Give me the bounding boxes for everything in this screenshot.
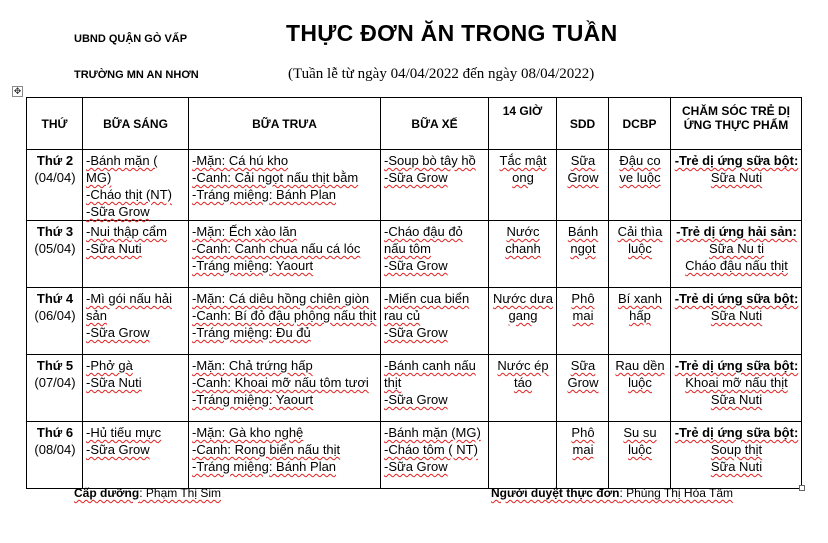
snack-cell xyxy=(381,221,489,288)
table-move-handle-icon[interactable]: ✥ xyxy=(13,86,22,96)
allergy-item: Khoai mỡ nấu thịt xyxy=(685,375,788,390)
menu-item: -Bánh mặn (MG) xyxy=(384,425,481,440)
table-header-row xyxy=(27,98,802,150)
day-cell xyxy=(27,221,83,288)
breakfast-cell xyxy=(83,288,189,355)
allergy-title: -Trẻ dị ứng sữa bột: xyxy=(674,358,799,373)
allergy-title: -Trẻ dị ứng sữa bột: xyxy=(674,153,799,168)
menu-item: -Canh: Khoai mỡ nấu tôm tươi xyxy=(192,375,369,390)
breakfast-cell xyxy=(83,150,189,221)
menu-item: -Mặn: Gà kho nghệ xyxy=(192,425,304,440)
menu-item: -Soup bò tây hồ xyxy=(384,153,476,168)
allergy-cell xyxy=(671,150,802,221)
snack-14h-cell-text: Nước dưa gang xyxy=(493,291,553,323)
sdd-cell xyxy=(557,288,609,355)
day-cell xyxy=(27,355,83,422)
menu-item: -Tráng miệng: Bánh Plan xyxy=(192,459,337,474)
snack-cell xyxy=(381,422,489,489)
cook-name: : Phạm Thị Sim xyxy=(139,486,222,500)
allergy-cell xyxy=(671,221,802,288)
menu-item: -Mặn: Chả trứng hấp xyxy=(192,358,313,373)
day-name: Thứ 4 xyxy=(36,291,74,306)
day-name: Thứ 5 xyxy=(36,358,74,373)
col-header-14h: 14 GIỜ xyxy=(489,98,557,150)
menu-item: -Tráng miệng: Bánh Plan xyxy=(192,187,337,202)
menu-item: -Cháo thịt (NT) xyxy=(86,187,172,202)
school-name: TRƯỜNG MN AN NHƠN xyxy=(74,69,199,81)
menu-item: -Sữa Grow xyxy=(86,325,150,340)
day-name: Thứ 2 xyxy=(36,153,74,168)
col-header-day: THỨ xyxy=(27,98,83,150)
menu-item: -Phở gà xyxy=(86,358,133,373)
dcbp-cell-text: Bí xanh hấp xyxy=(617,291,663,323)
sdd-cell xyxy=(557,221,609,288)
breakfast-cell xyxy=(83,422,189,489)
org-name: UBND QUẬN GÒ VẤP xyxy=(74,33,188,45)
dcbp-cell xyxy=(609,355,671,422)
menu-item: -Sữa Nuti xyxy=(86,375,142,390)
allergy-cell xyxy=(671,422,802,489)
menu-item: -Bánh mặn ( MG) xyxy=(86,153,158,185)
allergy-title: -Trẻ dị ứng hải sản: xyxy=(676,224,797,239)
menu-item: -Cháo đậu đỏ nấu tôm xyxy=(384,224,463,256)
day-date: (06/04) xyxy=(34,308,76,323)
dcbp-cell xyxy=(609,221,671,288)
snack-14h-cell-text: Nước ép táo xyxy=(497,358,549,390)
col-header-snack: BỮA XẾ xyxy=(381,98,489,150)
menu-item: -Hủ tiếu mực xyxy=(86,425,162,440)
sdd-cell xyxy=(557,150,609,221)
menu-item: -Sữa Grow xyxy=(86,204,150,219)
day-date: (08/04) xyxy=(34,442,76,457)
menu-item: -Nui thập cẩm xyxy=(86,224,167,239)
menu-item: -Mì gói nấu hải sản xyxy=(86,291,172,323)
table-resize-handle-icon[interactable] xyxy=(799,485,805,491)
sdd-cell-text: Phô mai xyxy=(571,291,595,323)
dcbp-cell-text: Rau dền luộc xyxy=(615,358,665,390)
day-date: (04/04) xyxy=(34,170,76,185)
menu-item: -Sữa Grow xyxy=(384,325,448,340)
menu-item: -Tráng miệng: Yaourt xyxy=(192,258,314,273)
col-header-dcbp: DCBP xyxy=(609,98,671,150)
menu-item: -Sữa Grow xyxy=(384,459,448,474)
breakfast-cell xyxy=(83,221,189,288)
snack-cell xyxy=(381,150,489,221)
snack-14h-cell xyxy=(489,355,557,422)
cook-label: Cấp dưỡng xyxy=(74,486,140,500)
menu-item: -Sữa Grow xyxy=(384,170,448,185)
sdd-cell xyxy=(557,422,609,489)
allergy-cell xyxy=(671,288,802,355)
day-cell xyxy=(27,422,83,489)
allergy-item: Soup thịt xyxy=(710,442,763,457)
menu-item: -Canh: Rong biển nấu thịt xyxy=(192,442,341,457)
snack-cell xyxy=(381,288,489,355)
lunch-cell xyxy=(189,355,381,422)
menu-item: -Sữa Grow xyxy=(86,442,150,457)
menu-item: -Canh: Bí đỏ đậu phộng nấu thịt xyxy=(192,308,377,323)
approver-label: Người duyệt thực đơn xyxy=(491,486,620,500)
sdd-cell xyxy=(557,355,609,422)
table-row xyxy=(27,150,802,221)
menu-item: -Miến cua biển rau củ xyxy=(384,291,470,323)
snack-14h-cell xyxy=(489,221,557,288)
sdd-cell-text: Sữa Grow xyxy=(567,153,599,185)
day-name: Thứ 3 xyxy=(36,224,74,239)
menu-item: -Mặn: Cá diêu hồng chiên giòn xyxy=(192,291,370,306)
lunch-cell xyxy=(189,422,381,489)
sdd-cell-text: Bánh ngọt xyxy=(567,224,599,256)
col-header-breakfast: BỮA SÁNG xyxy=(83,98,189,150)
allergy-item: Sữa Nuti xyxy=(710,459,763,474)
approver-signature xyxy=(491,486,733,500)
dcbp-cell-text: Đậu co ve luộc xyxy=(619,153,661,185)
sdd-cell-text: Sữa Grow xyxy=(567,358,599,390)
snack-14h-cell-text: Nước chanh xyxy=(505,224,541,256)
lunch-cell xyxy=(189,288,381,355)
day-date: (07/04) xyxy=(34,375,76,390)
page-title: THỰC ĐƠN ĂN TRONG TUẦN xyxy=(286,20,618,46)
sdd-cell-text: Phô mai xyxy=(571,425,595,457)
day-name: Thứ 6 xyxy=(36,425,74,440)
col-header-allergy: CHĂM SÓC TRẺ DỊ ỨNG THỰC PHẨM xyxy=(671,98,802,150)
approver-name: : Phùng Thị Hòa Tâm xyxy=(619,486,734,500)
table-row xyxy=(27,422,802,489)
week-range: (Tuần lễ từ ngày 04/04/2022 đến ngày 08/04/2022) xyxy=(288,66,595,82)
day-date: (05/04) xyxy=(34,241,76,256)
table-row xyxy=(27,221,802,288)
menu-item: -Mặn: Ếch xào lăn xyxy=(192,224,297,239)
allergy-item: Sữa Nuti xyxy=(710,392,763,407)
table-row xyxy=(27,288,802,355)
menu-item: -Sữa Nuti xyxy=(86,241,142,256)
dcbp-cell xyxy=(609,422,671,489)
snack-14h-cell xyxy=(489,150,557,221)
allergy-title: -Trẻ dị ứng sữa bột: xyxy=(674,291,799,306)
allergy-item: Sữa Nu ti xyxy=(709,241,764,256)
day-cell xyxy=(27,288,83,355)
allergy-title: -Trẻ dị ứng sữa bột: xyxy=(674,425,799,440)
dcbp-cell xyxy=(609,150,671,221)
allergy-item: Sữa Nuti xyxy=(710,170,763,185)
menu-item: -Bánh canh nấu thịt xyxy=(384,358,476,390)
weekly-menu-table xyxy=(26,97,802,489)
snack-cell xyxy=(381,355,489,422)
allergy-cell xyxy=(671,355,802,422)
allergy-item: Cháo đậu nấu thịt xyxy=(685,258,788,273)
snack-14h-cell-text: Tắc mật ong xyxy=(499,153,547,185)
snack-14h-cell xyxy=(489,422,557,489)
lunch-cell xyxy=(189,150,381,221)
menu-item: -Mặn: Cá hú kho xyxy=(192,153,289,168)
allergy-item: Sữa Nuti xyxy=(710,308,763,323)
dcbp-cell-text: Su su luộc xyxy=(623,425,657,457)
col-header-lunch: BỮA TRƯA xyxy=(189,98,381,150)
menu-item: -Tráng miệng: Yaourt xyxy=(192,392,314,407)
menu-item: -Cháo tôm ( NT) xyxy=(384,442,478,457)
menu-item: -Sữa Grow xyxy=(384,392,448,407)
menu-item: -Canh: Canh chua nấu cá lóc xyxy=(192,241,361,256)
menu-item: -Canh: Cải ngọt nấu thịt bằm xyxy=(192,170,359,185)
menu-item: -Sữa Grow xyxy=(384,258,448,273)
menu-item: -Tráng miệng: Đu đủ xyxy=(192,325,311,340)
col-header-sdd: SDD xyxy=(557,98,609,150)
dcbp-cell-text: Cải thìa luộc xyxy=(617,224,663,256)
dcbp-cell xyxy=(609,288,671,355)
lunch-cell xyxy=(189,221,381,288)
day-cell xyxy=(27,150,83,221)
table-row xyxy=(27,355,802,422)
cook-signature xyxy=(74,486,221,500)
snack-14h-cell xyxy=(489,288,557,355)
breakfast-cell xyxy=(83,355,189,422)
